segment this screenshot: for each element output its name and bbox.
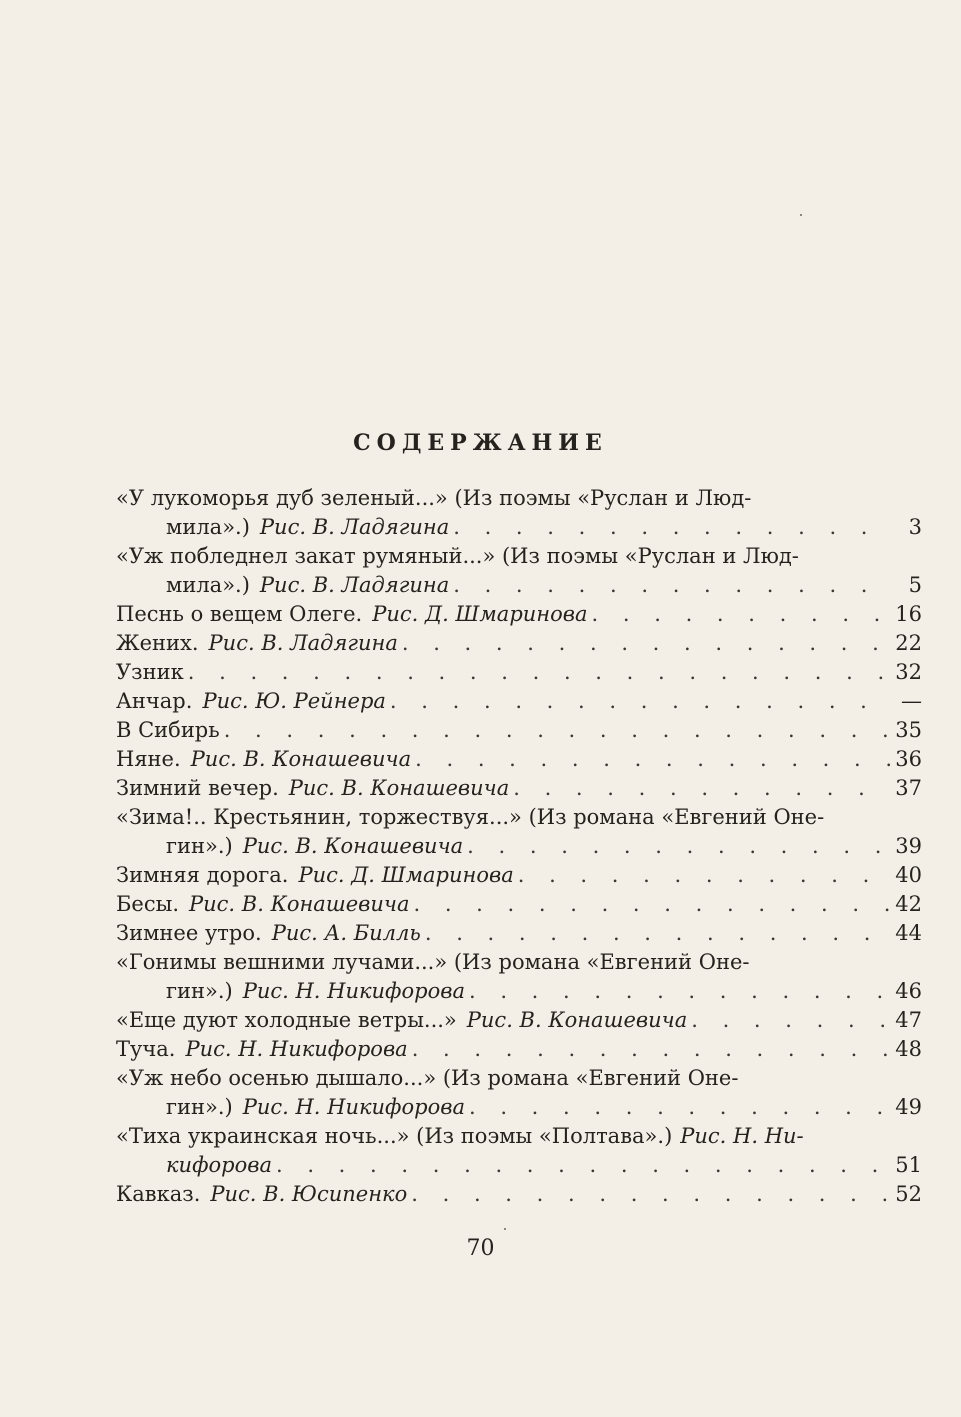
dot-leader [453, 513, 890, 542]
toc-entry [116, 861, 922, 890]
dot-leader [413, 890, 890, 919]
toc-entry-line [116, 832, 922, 861]
toc-entry-line [116, 1035, 922, 1064]
toc-entry-line [116, 687, 922, 716]
toc-entry-line [116, 716, 922, 745]
toc-page-number: 5 [908, 573, 922, 597]
dot-leader [691, 1006, 890, 1035]
toc-entry-illustrator: Рис. В. Ладягина [208, 631, 398, 655]
toc-entry-line [116, 1180, 922, 1209]
toc-entry [116, 890, 922, 919]
toc-entry [116, 716, 922, 745]
toc-entry [116, 745, 922, 774]
dot-leader [467, 832, 890, 861]
toc-entry-illustrator: Рис. В. Конашевича [189, 892, 410, 916]
toc-entry-title: Жених. [116, 631, 199, 655]
toc-page-number: 35 [895, 718, 922, 742]
dot-leader [412, 1035, 890, 1064]
toc-entry-title: Зимняя дорога. [116, 863, 289, 887]
dot-leader [402, 629, 890, 658]
toc-entry [116, 948, 922, 1006]
toc-entry-line [116, 1122, 922, 1151]
dot-leader [425, 919, 890, 948]
toc-entry-line [116, 629, 922, 658]
toc-entry-title-continued: гин».) [166, 1095, 233, 1119]
dot-leader [224, 716, 890, 745]
toc-entry-title: Зимнее утро. [116, 921, 262, 945]
dot-leader [453, 571, 890, 600]
toc-entry-title-continued: гин».) [166, 979, 233, 1003]
toc-entry [116, 1064, 922, 1122]
toc-entry-illustrator: Рис. В. Конашевича [466, 1008, 688, 1032]
toc-entry [116, 484, 922, 542]
toc-page-number: 42 [895, 892, 922, 916]
toc-entry-title: «Уж побледнел закат румяный...» (Из поэмы «Руслан и Люд- [116, 544, 799, 568]
toc-entry-line [116, 745, 922, 774]
toc-entry-title-continued: мила».) [166, 573, 250, 597]
dot-leader [513, 774, 890, 803]
toc-entry-title: Бесы. [116, 892, 180, 916]
toc-entry [116, 658, 922, 687]
dot-leader [188, 658, 890, 687]
toc-entry-line [116, 774, 922, 803]
toc-entry [116, 687, 922, 716]
toc-entry-line [116, 1151, 922, 1180]
contents-heading: СОДЕРЖАНИЕ [353, 430, 608, 456]
toc-entry-line [116, 803, 922, 832]
toc-entry-illustrator: Рис. В. Конашевича [242, 834, 464, 858]
toc-entry-line [116, 513, 922, 542]
toc-entry-line [116, 542, 922, 571]
toc-entry-title: «Тиха украинская ночь...» (Из поэмы «Полтава».) [116, 1124, 673, 1148]
toc-entry-title: Анчар. [116, 689, 193, 713]
toc-page-number: 36 [895, 747, 922, 771]
toc-entry-illustrator: Рис. Н. Никифорова [242, 979, 465, 1003]
toc-entry [116, 919, 922, 948]
dot-leader [390, 687, 890, 716]
toc-entry-illustrator: Рис. Д. Шмаринова [372, 602, 588, 626]
toc-page-number: 47 [895, 1008, 922, 1032]
toc-entry [116, 1122, 922, 1180]
toc-entry-title: Кавказ. [116, 1182, 201, 1206]
toc-entry-line [116, 1064, 922, 1093]
toc-page-number: 52 [895, 1182, 922, 1206]
toc-page-number: 16 [895, 602, 922, 626]
toc-entry-illustrator: Рис. Н. Ни- [680, 1124, 804, 1148]
toc-entry-illustrator: Рис. Н. Никифорова [242, 1095, 465, 1119]
toc-entry [116, 1006, 922, 1035]
toc-entry-title: Зимний вечер. [116, 776, 279, 800]
toc-entry-line [116, 861, 922, 890]
toc-page-number: 3 [908, 515, 922, 539]
toc-page-number: — [901, 689, 922, 713]
toc-page-number: 32 [895, 660, 922, 684]
toc-entry-illustrator: Рис. В. Ладягина [259, 573, 450, 597]
dot-leader [469, 977, 890, 1006]
toc-page-number: 51 [895, 1153, 922, 1177]
toc-entry-title: «Зима!.. Крестьянин, торжествуя...» (Из романа «Евгений Оне- [116, 805, 825, 829]
toc-entry-line [116, 571, 922, 600]
toc-entry-title: Няне. [116, 747, 181, 771]
toc-entry-title: «У лукоморья дуб зеленый...» (Из поэмы «Руслан и Люд- [116, 486, 752, 510]
toc-entry-illustrator: Рис. А. Билль [271, 921, 421, 945]
toc-entry [116, 542, 922, 600]
toc-entry-illustrator: Рис. Ю. Рейнера [202, 689, 386, 713]
toc-entry-title: Песнь о вещем Олеге. [116, 602, 363, 626]
paper-speck [504, 1228, 506, 1230]
toc-entry-title-continued: мила».) [166, 515, 250, 539]
dot-leader [518, 861, 890, 890]
toc-page-number: 44 [895, 921, 922, 945]
toc-entry-title-continued: гин».) [166, 834, 233, 858]
dot-leader [276, 1151, 890, 1180]
toc-entry [116, 774, 922, 803]
table-of-contents [116, 484, 922, 1209]
toc-entry [116, 1035, 922, 1064]
toc-entry-illustrator: Рис. В. Конашевича [288, 776, 510, 800]
dot-leader [592, 600, 890, 629]
toc-entry [116, 803, 922, 861]
toc-entry-title: «Уж небо осенью дышало...» (Из романа «Евгений Оне- [116, 1066, 739, 1090]
toc-entry-illustrator: Рис. В. Ладягина [259, 515, 450, 539]
toc-entry-illustrator: Рис. В. Юсипенко [210, 1182, 408, 1206]
toc-entry-line [116, 1006, 922, 1035]
toc-entry [116, 629, 922, 658]
toc-page-number: 22 [895, 631, 922, 655]
toc-entry-line [116, 977, 922, 1006]
toc-entry-line [116, 1093, 922, 1122]
toc-entry-illustrator: Рис. Д. Шмаринова [298, 863, 514, 887]
toc-page-number: 49 [895, 1095, 922, 1119]
toc-entry-illustrator: кифорова [166, 1153, 272, 1177]
toc-entry-line [116, 658, 922, 687]
toc-page-number: 40 [895, 863, 922, 887]
dot-leader [415, 745, 890, 774]
toc-entry-title: «Еще дуют холодные ветры...» [116, 1008, 457, 1032]
dot-leader [411, 1180, 890, 1209]
toc-entry [116, 600, 922, 629]
toc-entry-line [116, 600, 922, 629]
toc-entry-illustrator: Рис. В. Конашевича [190, 747, 412, 771]
dot-leader [469, 1093, 890, 1122]
paper-speck [800, 214, 802, 216]
toc-page-number: 39 [895, 834, 922, 858]
toc-entry-title: Узник [116, 660, 184, 684]
toc-entry-line [116, 948, 922, 977]
toc-page-number: 37 [895, 776, 922, 800]
toc-entry-line [116, 890, 922, 919]
toc-page-number: 46 [895, 979, 922, 1003]
page-number: 70 [466, 1236, 495, 1261]
toc-entry-line [116, 484, 922, 513]
toc-page-number: 48 [895, 1037, 922, 1061]
toc-entry-title: Туча. [116, 1037, 176, 1061]
toc-entry [116, 1180, 922, 1209]
toc-entry-line [116, 919, 922, 948]
toc-entry-title: В Сибирь [116, 718, 220, 742]
toc-entry-title: «Гонимы вешними лучами...» (Из романа «Евгений Оне- [116, 950, 750, 974]
toc-entry-illustrator: Рис. Н. Никифорова [185, 1037, 408, 1061]
